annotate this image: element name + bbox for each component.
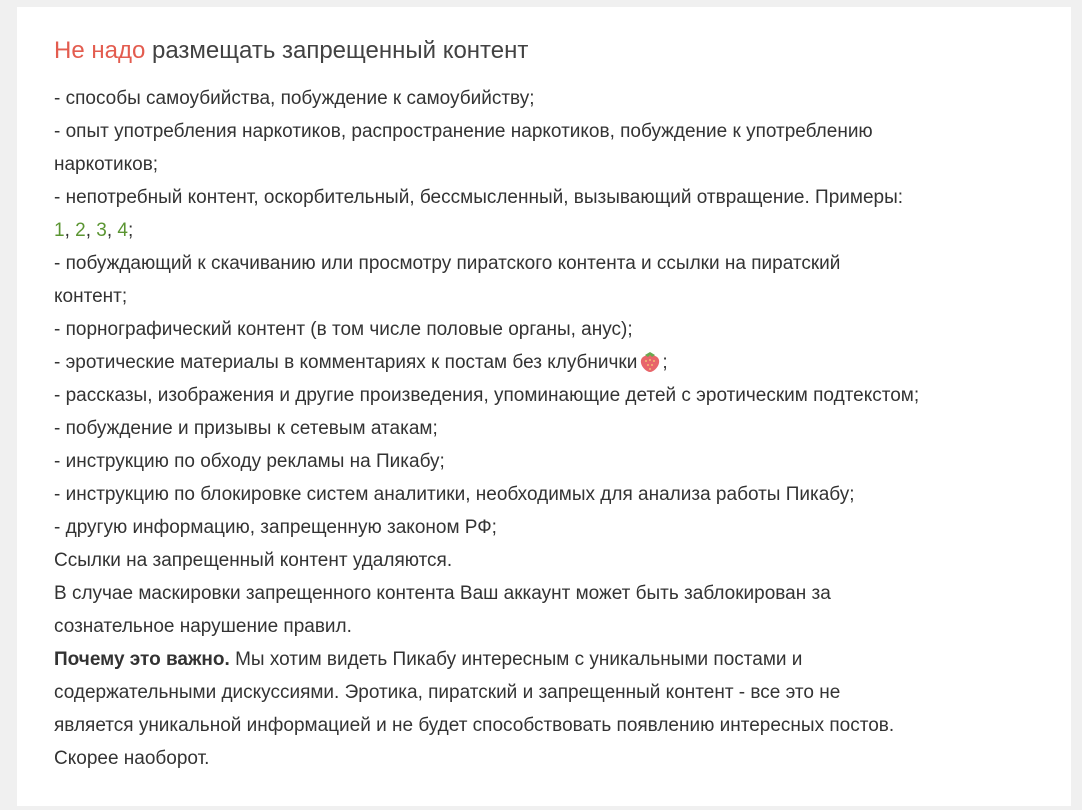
rule-body <box>54 82 1034 775</box>
title-rest: размещать запрещенный контент <box>145 37 529 64</box>
strawberry-icon <box>639 349 661 373</box>
rule-item-piracy-cont: контент; <box>54 286 128 307</box>
rule-item-obscene: - непотребный контент, оскорбительный, бессмысленный, вызывающий отвращение. Примеры: <box>54 187 904 208</box>
rule-item-analytics: - инструкцию по блокировке систем аналитики, необходимых для анализа работы Пикабу; <box>54 484 855 505</box>
rule-item-suicide: - способы самоубийства, побуждение к самоубийству; <box>54 88 535 109</box>
masking-note-cont: сознательное нарушение правил. <box>54 616 352 637</box>
why-important-cont-1: содержательными дискуссиями. Эротика, пиратский и запрещенный контент - все это не <box>54 682 841 703</box>
rule-title <box>54 36 1034 66</box>
rule-item-attacks: - побуждение и призывы к сетевым атакам; <box>54 418 438 439</box>
rule-item-drugs: - опыт употребления наркотиков, распространение наркотиков, побуждение к употреблению <box>54 121 873 142</box>
why-important-cont-2: является уникальной информацией и не будет способствовать появлению интересных постов. <box>54 715 895 736</box>
example-link-4[interactable]: 4 <box>117 220 128 241</box>
rule-item-examples: 1, 2, 3, 4; <box>54 220 134 241</box>
example-link-2[interactable]: 2 <box>75 220 86 241</box>
example-link-1[interactable]: 1 <box>54 220 65 241</box>
rule-item-piracy: - побуждающий к скачиванию или просмотру пиратского контента и ссылки на пиратский <box>54 253 841 274</box>
links-removed-note: Ссылки на запрещенный контент удаляются. <box>54 550 453 571</box>
rule-item-porn: - порнографический контент (в том числе половые органы, анус); <box>54 319 633 340</box>
rule-item-law: - другую информацию, запрещенную законом РФ; <box>54 517 497 538</box>
example-link-3[interactable]: 3 <box>96 220 107 241</box>
title-accent: Не надо <box>54 37 146 64</box>
rule-item-drugs-cont: наркотиков; <box>54 154 159 175</box>
why-important-cont-3: Скорее наоборот. <box>54 748 210 769</box>
rule-item-children: - рассказы, изображения и другие произведения, упоминающие детей с эротическим подтекстом; <box>54 385 920 406</box>
rule-item-ads: - инструкцию по обходу рекламы на Пикабу; <box>54 451 445 472</box>
masking-note: В случае маскировки запрещенного контента Ваш аккаунт может быть заблокирован за <box>54 583 831 604</box>
rule-item-erotic-comments: - эротические материалы в комментариях к постам без клубнички ; <box>54 346 1034 379</box>
why-important: Почему это важно. Мы хотим видеть Пикабу интересным с уникальными постами и <box>54 649 803 670</box>
rule-card <box>17 7 1071 806</box>
why-important-label: Почему это важно. <box>54 649 230 670</box>
